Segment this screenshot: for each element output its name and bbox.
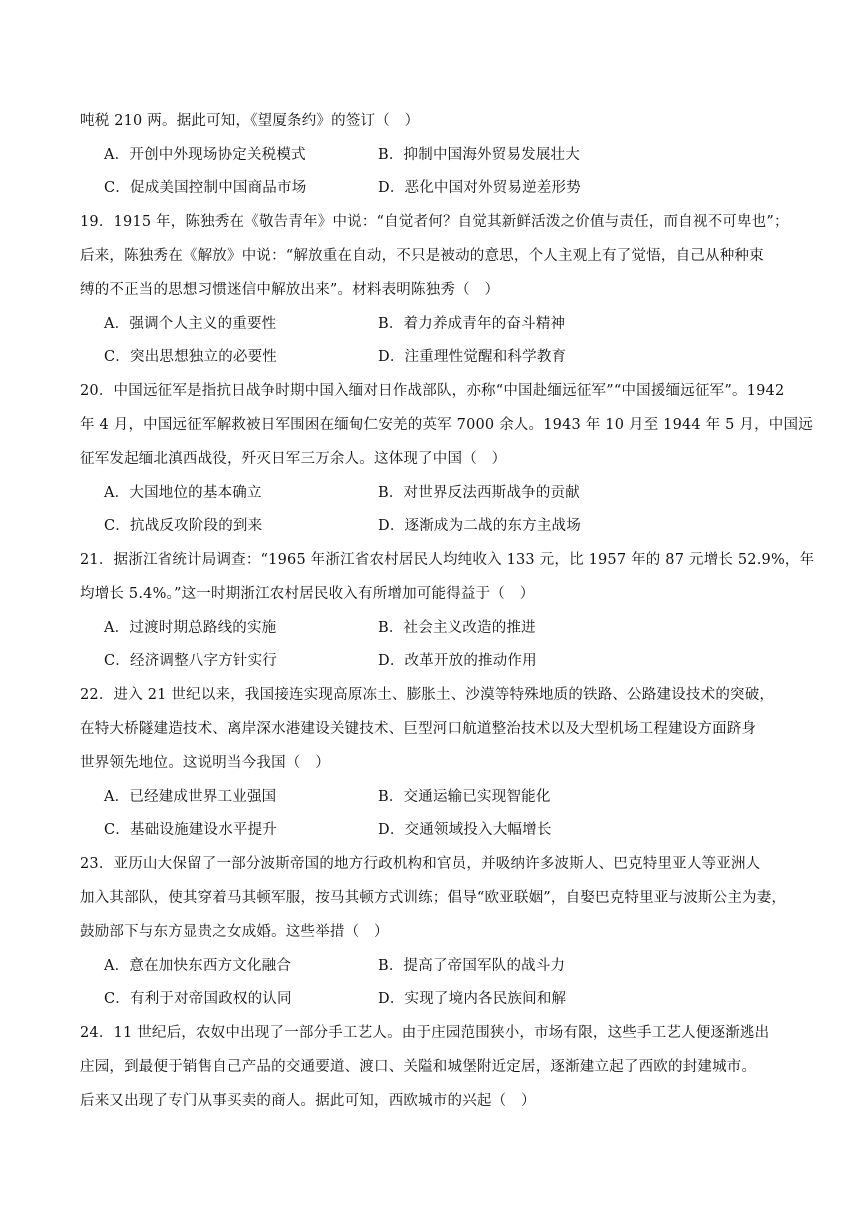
question-21-option-d: D．改革开放的推动作用 [378,653,537,669]
question-19-stem-line: 19．1915 年，陈独秀在《敬告青年》中说：“自觉者何？自觉其新鲜活泼之价值与责任，而自视不可卑也”； [80,214,789,230]
question-21-stem-line: 21．据浙江省统计局调查：“1965 年浙江省农村居民人均纯收入 133 元，比 1957 年的 87 元增长 52.9%，年 [80,552,815,568]
question-18-option-c: C．促成美国控制中国商品市场 [104,180,307,196]
question-21-stem-line: 均增长 5.4%。”这一时期浙江农村居民收入有所增加可能得益于（ ） [80,586,535,602]
question-20-option-d: D．逐渐成为二战的东方主战场 [378,518,581,534]
question-22-option-d: D．交通领域投入大幅增长 [378,822,552,838]
question-20-stem-line: 年 4 月，中国远征军解救被日军围困在缅甸仁安羌的英军 7000 余人。1943 年 10 月至 1944 年 5 月，中国远 [80,417,813,433]
question-24-stem-line: 庄园，到最便于销售自己产品的交通要道、渡口、关隘和城堡附近定居，逐渐建立起了西欧的封建城市。 [80,1059,757,1075]
question-20-stem-line: 征军发起缅北滇西战役，歼灭日军三万余人。这体现了中国（ ） [80,451,507,467]
question-22-option-a: A．已经建成世界工业强国 [104,789,277,805]
question-20-stem-line: 20．中国远征军是指抗日战争时期中国入缅对日作战部队，亦称“中国赴缅远征军”“中国援缅远征军”。1942 [80,383,785,399]
question-20-option-a: A．大国地位的基本确立 [104,485,262,501]
question-18-option-b: B．抑制中国海外贸易发展壮大 [378,147,580,163]
question-18-option-a: A．开创中外现场协定关税模式 [104,147,306,163]
question-22-option-b: B．交通运输已实现智能化 [378,789,551,805]
question-23-stem-line: 加入其部队，使其穿着马其顿军服，按马其顿方式训练；倡导“欧亚联姻”，自娶巴克特里亚与波斯公主为妻， [80,890,787,906]
question-21-option-c: C．经济调整八字方针实行 [104,653,277,669]
question-23-stem-line: 23．亚历山大保留了一部分波斯帝国的地方行政机构和官员，并吸纳许多波斯人、巴克特里亚人等亚洲人 [80,856,761,872]
question-22-stem-line: 在特大桥隧建造技术、离岸深水港建设关键技术、巨型河口航道整治技术以及大型机场工程建设方面跻身 [80,721,757,737]
question-20-option-c: C．抗战反攻阶段的到来 [104,518,263,534]
question-19-stem-line: 缚的不正当的思想习惯迷信中解放出来”。材料表明陈独秀（ ） [80,282,500,298]
question-20-option-b: B．对世界反法西斯战争的贡献 [378,485,580,501]
question-19-stem-line: 后来，陈独秀在《解放》中说：“解放重在自动，不只是被动的意思，个人主观上有了觉悟，自己从种种束 [80,248,764,264]
question-19-option-c: C．突出思想独立的必要性 [104,349,277,365]
question-21-option-a: A．过渡时期总路线的实施 [104,620,277,636]
question-22-option-c: C．基础设施建设水平提升 [104,822,277,838]
question-21-option-b: B．社会主义改造的推进 [378,620,536,636]
question-23-option-b: B．提高了帝国军队的战斗力 [378,958,566,974]
question-24-stem-line: 24．11 世纪后，农奴中出现了一部分手工艺人。由于庄园范围狭小，市场有限，这些手工艺人便逐渐逃出 [80,1025,770,1041]
question-18-option-d: D．恶化中国对外贸易逆差形势 [378,180,581,196]
question-23-option-a: A．意在加快东西方文化融合 [104,958,292,974]
question-19-option-b: B．着力养成青年的奋斗精神 [378,316,566,332]
question-18-stem-line: 吨税 210 两。据此可知，《望厦条约》的签订（ ） [80,113,420,129]
question-23-option-c: C．有利于对帝国政权的认同 [104,991,292,1007]
question-23-stem-line: 鼓励部下与东方显贵之女成婚。这些举措（ ） [80,924,389,940]
question-22-stem-line: 22．进入 21 世纪以来，我国接连实现高原冻土、膨胀土、沙漠等特殊地质的铁路、公路建设技术的突破， [80,687,775,703]
question-24-stem-line: 后来又出现了专门从事买卖的商人。据此可知，西欧城市的兴起（ ） [80,1093,536,1109]
question-19-option-d: D．注重理性觉醒和科学教育 [378,349,567,365]
question-23-option-d: D．实现了境内各民族间和解 [378,991,567,1007]
question-22-stem-line: 世界领先地位。这说明当今我国（ ） [80,755,330,771]
question-19-option-a: A．强调个人主义的重要性 [104,316,277,332]
